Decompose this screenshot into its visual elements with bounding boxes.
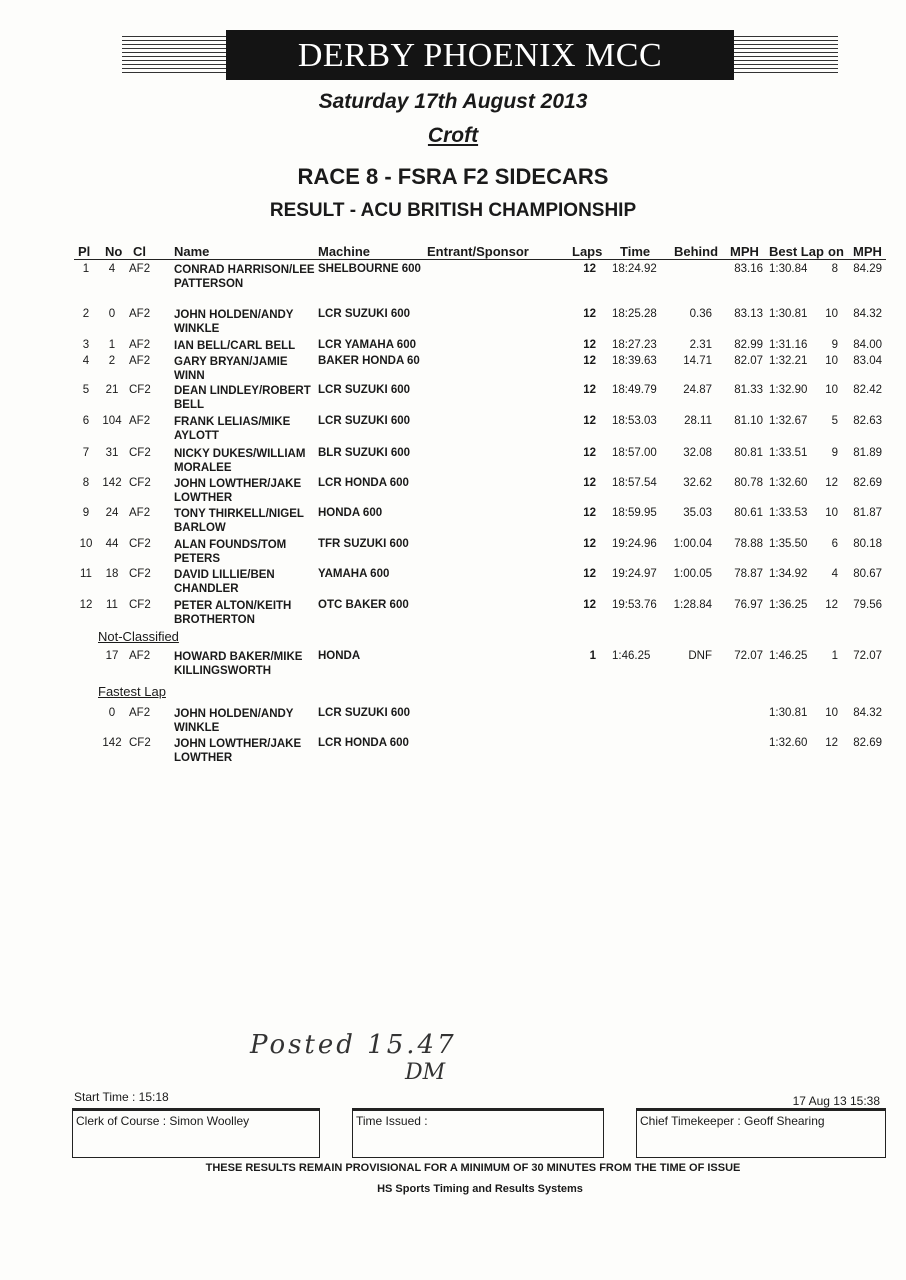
cell-behind: 14.71 <box>683 355 712 367</box>
cell-machine: SHELBOURNE 600 <box>318 263 421 275</box>
cell-machine: LCR HONDA 600 <box>318 477 409 489</box>
cell-time: 1:46.25 <box>612 650 651 662</box>
handwritten-initials: DM <box>405 1060 446 1085</box>
clerk-of-course-box <box>72 1108 320 1158</box>
cell-laps: 12 <box>583 599 596 611</box>
cell-laps: 12 <box>583 568 596 580</box>
cell-name: JOHN HOLDEN/ANDY WINKLE <box>174 309 294 335</box>
cell-pl: 3 <box>82 339 90 351</box>
cell-name: NICKY DUKES/WILLIAM MORALEE <box>174 448 306 474</box>
cell-time: 19:53.76 <box>612 599 657 611</box>
cell-behind: 28.11 <box>684 415 712 427</box>
cell-pl: 6 <box>82 415 90 427</box>
start-time: Start Time : 15:18 <box>74 1090 169 1104</box>
cell-best-mph: 80.67 <box>853 568 882 580</box>
cell-behind: 24.87 <box>683 384 712 396</box>
cell-laps: 12 <box>583 415 596 427</box>
cell-best-mph: 82.42 <box>853 384 882 396</box>
cell-best-lap: 1:30.84 <box>769 263 808 275</box>
time-issued-box <box>352 1108 604 1158</box>
cell-name: DEAN LINDLEY/ROBERT BELL <box>174 385 311 411</box>
cell-best-mph: 80.18 <box>853 538 882 550</box>
cell-on: 5 <box>831 415 838 427</box>
banner-lines-right <box>734 36 838 74</box>
cell-best-mph: 83.04 <box>853 355 882 367</box>
col-no: No <box>105 244 123 259</box>
cell-best-mph: 84.00 <box>853 339 882 351</box>
col-entrant: Entrant/Sponsor <box>427 244 529 259</box>
cell-behind: 32.62 <box>683 477 712 489</box>
cell-mph: 81.33 <box>734 384 763 396</box>
col-time: Time <box>620 244 651 259</box>
handwritten-posted-note: Posted 15.47 <box>250 1030 457 1060</box>
cell-mph: 80.81 <box>734 447 763 459</box>
cell-time: 19:24.97 <box>612 568 657 580</box>
cell-cl: AF2 <box>129 308 151 320</box>
fastest-lap-heading: Fastest Lap <box>98 684 166 699</box>
cell-name: GARY BRYAN/JAMIE WINN <box>174 356 288 382</box>
cell-time: 18:27.23 <box>612 339 657 351</box>
cell-best-lap: 1:32.60 <box>769 737 808 749</box>
cell-best-lap: 1:32.90 <box>769 384 808 396</box>
event-date: Saturday 17th August 2013 <box>318 90 588 113</box>
cell-best-lap: 1:32.21 <box>769 355 808 367</box>
cell-machine: LCR SUZUKI 600 <box>318 707 411 719</box>
cell-name: HOWARD BAKER/MIKE KILLINGSWORTH <box>174 651 303 677</box>
cell-name: JOHN LOWTHER/JAKE LOWTHER <box>174 478 302 504</box>
cell-best-mph: 81.87 <box>853 507 882 519</box>
cell-cl: CF2 <box>129 447 151 459</box>
cell-pl: 2 <box>82 308 90 320</box>
cell-mph: 83.13 <box>734 308 763 320</box>
cell-cl: CF2 <box>129 737 151 749</box>
banner-lines-left <box>122 36 226 74</box>
cell-name: JOHN HOLDEN/ANDY WINKLE <box>174 708 294 734</box>
club-title: DERBY PHOENIX MCC <box>226 30 734 80</box>
cell-behind: 1:00.05 <box>673 568 712 580</box>
cell-cl: AF2 <box>129 650 151 662</box>
cell-no: 18 <box>105 568 119 580</box>
cell-laps: 12 <box>583 339 596 351</box>
col-pl: Pl <box>78 244 91 259</box>
col-name: Name <box>174 244 210 259</box>
cell-mph: 82.07 <box>734 355 763 367</box>
cell-laps: 12 <box>583 384 596 396</box>
cell-best-lap: 1:30.81 <box>769 308 808 320</box>
cell-best-mph: 81.89 <box>853 447 882 459</box>
timing-system-credit: HS Sports Timing and Results Systems <box>377 1183 583 1195</box>
col-machine: Machine <box>318 244 371 259</box>
cell-name: ALAN FOUNDS/TOM PETERS <box>174 539 287 565</box>
cell-best-lap: 1:34.92 <box>769 568 808 580</box>
time-issued-label: Time Issued : <box>356 1114 428 1128</box>
club-banner <box>122 30 838 80</box>
cell-pl: 9 <box>82 507 90 519</box>
cell-best-mph: 84.32 <box>853 707 882 719</box>
cell-machine: BAKER HONDA 60 <box>318 355 420 367</box>
cell-cl: AF2 <box>129 707 151 719</box>
cell-mph: 78.87 <box>734 568 763 580</box>
cell-name: JOHN LOWTHER/JAKE LOWTHER <box>174 738 302 764</box>
cell-pl: 5 <box>82 384 90 396</box>
cell-on: 10 <box>825 507 838 519</box>
cell-behind: 0.36 <box>689 308 712 320</box>
cell-machine: HONDA 600 <box>318 507 383 519</box>
cell-on: 1 <box>831 650 838 662</box>
cell-no: 11 <box>106 599 118 611</box>
cell-laps: 12 <box>583 263 596 275</box>
cell-best-lap: 1:33.51 <box>769 447 808 459</box>
cell-name: TONY THIRKELL/NIGEL BARLOW <box>174 508 304 534</box>
issue-timestamp: 17 Aug 13 15:38 <box>792 1094 880 1108</box>
cell-laps: 12 <box>583 507 596 519</box>
cell-best-lap: 1:33.53 <box>769 507 808 519</box>
cell-cl: CF2 <box>129 477 151 489</box>
cell-best-lap: 1:35.50 <box>769 538 808 550</box>
cell-machine: YAMAHA 600 <box>318 568 390 580</box>
cell-name: CONRAD HARRISON/LEE PATTERSON <box>174 264 315 290</box>
cell-machine: LCR SUZUKI 600 <box>318 415 411 427</box>
cell-name: IAN BELL/CARL BELL <box>174 340 296 352</box>
col-best-lap: Best Lap <box>769 244 824 259</box>
cell-on: 10 <box>825 308 838 320</box>
cell-best-lap: 1:46.25 <box>769 650 808 662</box>
cell-on: 8 <box>831 263 838 275</box>
cell-cl: CF2 <box>129 568 151 580</box>
cell-time: 18:57.00 <box>612 447 657 459</box>
cell-time: 18:24.92 <box>612 263 657 275</box>
cell-pl: 1 <box>82 263 90 275</box>
cell-time: 19:24.96 <box>612 538 657 550</box>
cell-no: 2 <box>108 355 116 367</box>
cell-pl: 7 <box>82 447 90 459</box>
cell-behind: 1:28.84 <box>673 599 712 611</box>
cell-machine: LCR SUZUKI 600 <box>318 308 411 320</box>
cell-time: 18:25.28 <box>612 308 657 320</box>
cell-best-mph: 79.56 <box>853 599 882 611</box>
cell-no: 142 <box>102 477 122 489</box>
cell-best-lap: 1:32.60 <box>769 477 808 489</box>
cell-best-mph: 72.07 <box>853 650 882 662</box>
cell-on: 6 <box>831 538 838 550</box>
col-laps: Laps <box>572 244 603 259</box>
cell-on: 9 <box>831 447 838 459</box>
cell-no: 17 <box>105 650 119 662</box>
chief-timekeeper-label: Chief Timekeeper : Geoff Shearing <box>640 1114 825 1128</box>
cell-best-lap: 1:36.25 <box>769 599 808 611</box>
cell-laps: 12 <box>583 538 596 550</box>
cell-time: 18:57.54 <box>612 477 657 489</box>
cell-on: 10 <box>825 707 838 719</box>
cell-time: 18:59.95 <box>612 507 657 519</box>
cell-on: 10 <box>825 384 838 396</box>
cell-no: 0 <box>108 308 116 320</box>
cell-mph: 82.99 <box>734 339 763 351</box>
cell-on: 12 <box>825 737 838 749</box>
cell-no: 4 <box>108 263 116 275</box>
cell-laps: 12 <box>583 308 596 320</box>
cell-no: 24 <box>105 507 119 519</box>
cell-on: 4 <box>831 568 838 580</box>
cell-mph: 80.61 <box>734 507 763 519</box>
cell-laps: 12 <box>583 355 596 367</box>
cell-laps: 12 <box>583 447 596 459</box>
cell-no: 44 <box>105 538 119 550</box>
cell-on: 10 <box>825 355 838 367</box>
cell-time: 18:49.79 <box>612 384 657 396</box>
cell-pl: 8 <box>82 477 90 489</box>
cell-cl: AF2 <box>129 263 151 275</box>
chief-timekeeper-box <box>636 1108 886 1158</box>
cell-cl: CF2 <box>129 599 151 611</box>
cell-behind: 2.31 <box>689 339 712 351</box>
cell-name: DAVID LILLIE/BEN CHANDLER <box>174 569 275 595</box>
cell-best-lap: 1:31.16 <box>769 339 808 351</box>
col-behind: Behind <box>674 244 719 259</box>
cell-mph: 81.10 <box>734 415 763 427</box>
result-title: RESULT - ACU BRITISH CHAMPIONSHIP <box>269 200 637 221</box>
cell-best-lap: 1:32.67 <box>769 415 808 427</box>
cell-best-mph: 84.29 <box>853 263 882 275</box>
cell-no: 21 <box>105 384 119 396</box>
cell-pl: 12 <box>79 599 93 611</box>
cell-behind: 32.08 <box>683 447 712 459</box>
not-classified-heading: Not-Classified <box>98 629 179 644</box>
col-on: on <box>828 244 844 259</box>
cell-time: 18:53.03 <box>612 415 657 427</box>
cell-best-mph: 84.32 <box>853 308 882 320</box>
cell-pl: 4 <box>82 355 90 367</box>
cell-machine: TFR SUZUKI 600 <box>318 538 409 550</box>
cell-cl: CF2 <box>129 538 151 550</box>
cell-no: 104 <box>102 415 122 427</box>
event-venue: Croft <box>427 124 479 147</box>
cell-no: 31 <box>105 447 119 459</box>
cell-name: PETER ALTON/KEITH BROTHERTON <box>174 600 292 626</box>
cell-behind: 35.03 <box>683 507 712 519</box>
cell-laps: 12 <box>583 477 596 489</box>
cell-no: 1 <box>108 339 116 351</box>
col-cl: Cl <box>133 244 146 259</box>
cell-mph: 72.07 <box>734 650 763 662</box>
cell-machine: OTC BAKER 600 <box>318 599 409 611</box>
cell-cl: CF2 <box>129 384 151 396</box>
cell-time: 18:39.63 <box>612 355 657 367</box>
cell-machine: HONDA <box>318 650 361 662</box>
cell-machine: LCR SUZUKI 600 <box>318 384 411 396</box>
cell-machine: BLR SUZUKI 600 <box>318 447 411 459</box>
cell-best-mph: 82.63 <box>853 415 882 427</box>
race-title: RACE 8 - FSRA F2 SIDECARS <box>297 164 609 189</box>
cell-on: 9 <box>831 339 838 351</box>
cell-cl: AF2 <box>129 507 151 519</box>
cell-no: 142 <box>102 737 122 749</box>
col-mph: MPH <box>730 244 759 259</box>
cell-cl: AF2 <box>129 339 151 351</box>
cell-mph: 83.16 <box>734 263 763 275</box>
cell-mph: 76.97 <box>734 599 763 611</box>
clerk-of-course-label: Clerk of Course : Simon Woolley <box>76 1114 250 1128</box>
cell-best-mph: 82.69 <box>853 477 882 489</box>
cell-pl: 11 <box>80 568 92 580</box>
cell-behind: 1:00.04 <box>673 538 712 550</box>
cell-best-mph: 82.69 <box>853 737 882 749</box>
cell-cl: AF2 <box>129 355 151 367</box>
cell-name: FRANK LELIAS/MIKE AYLOTT <box>174 416 291 442</box>
cell-machine: LCR YAMAHA 600 <box>318 339 416 351</box>
cell-best-lap: 1:30.81 <box>769 707 808 719</box>
cell-mph: 80.78 <box>734 477 763 489</box>
cell-no: 0 <box>108 707 116 719</box>
cell-pl: 10 <box>79 538 93 550</box>
cell-cl: AF2 <box>129 415 151 427</box>
cell-on: 12 <box>825 599 838 611</box>
provisional-notice: THESE RESULTS REMAIN PROVISIONAL FOR A MINIMUM OF 30 MINUTES FROM THE TIME OF ISSUE <box>205 1162 741 1174</box>
cell-machine: LCR HONDA 600 <box>318 737 409 749</box>
cell-on: 12 <box>825 477 838 489</box>
cell-laps: 1 <box>589 650 596 662</box>
cell-mph: 78.88 <box>734 538 763 550</box>
header-rule <box>74 259 886 260</box>
cell-behind: DNF <box>688 650 712 662</box>
col-best-mph: MPH <box>853 244 882 259</box>
